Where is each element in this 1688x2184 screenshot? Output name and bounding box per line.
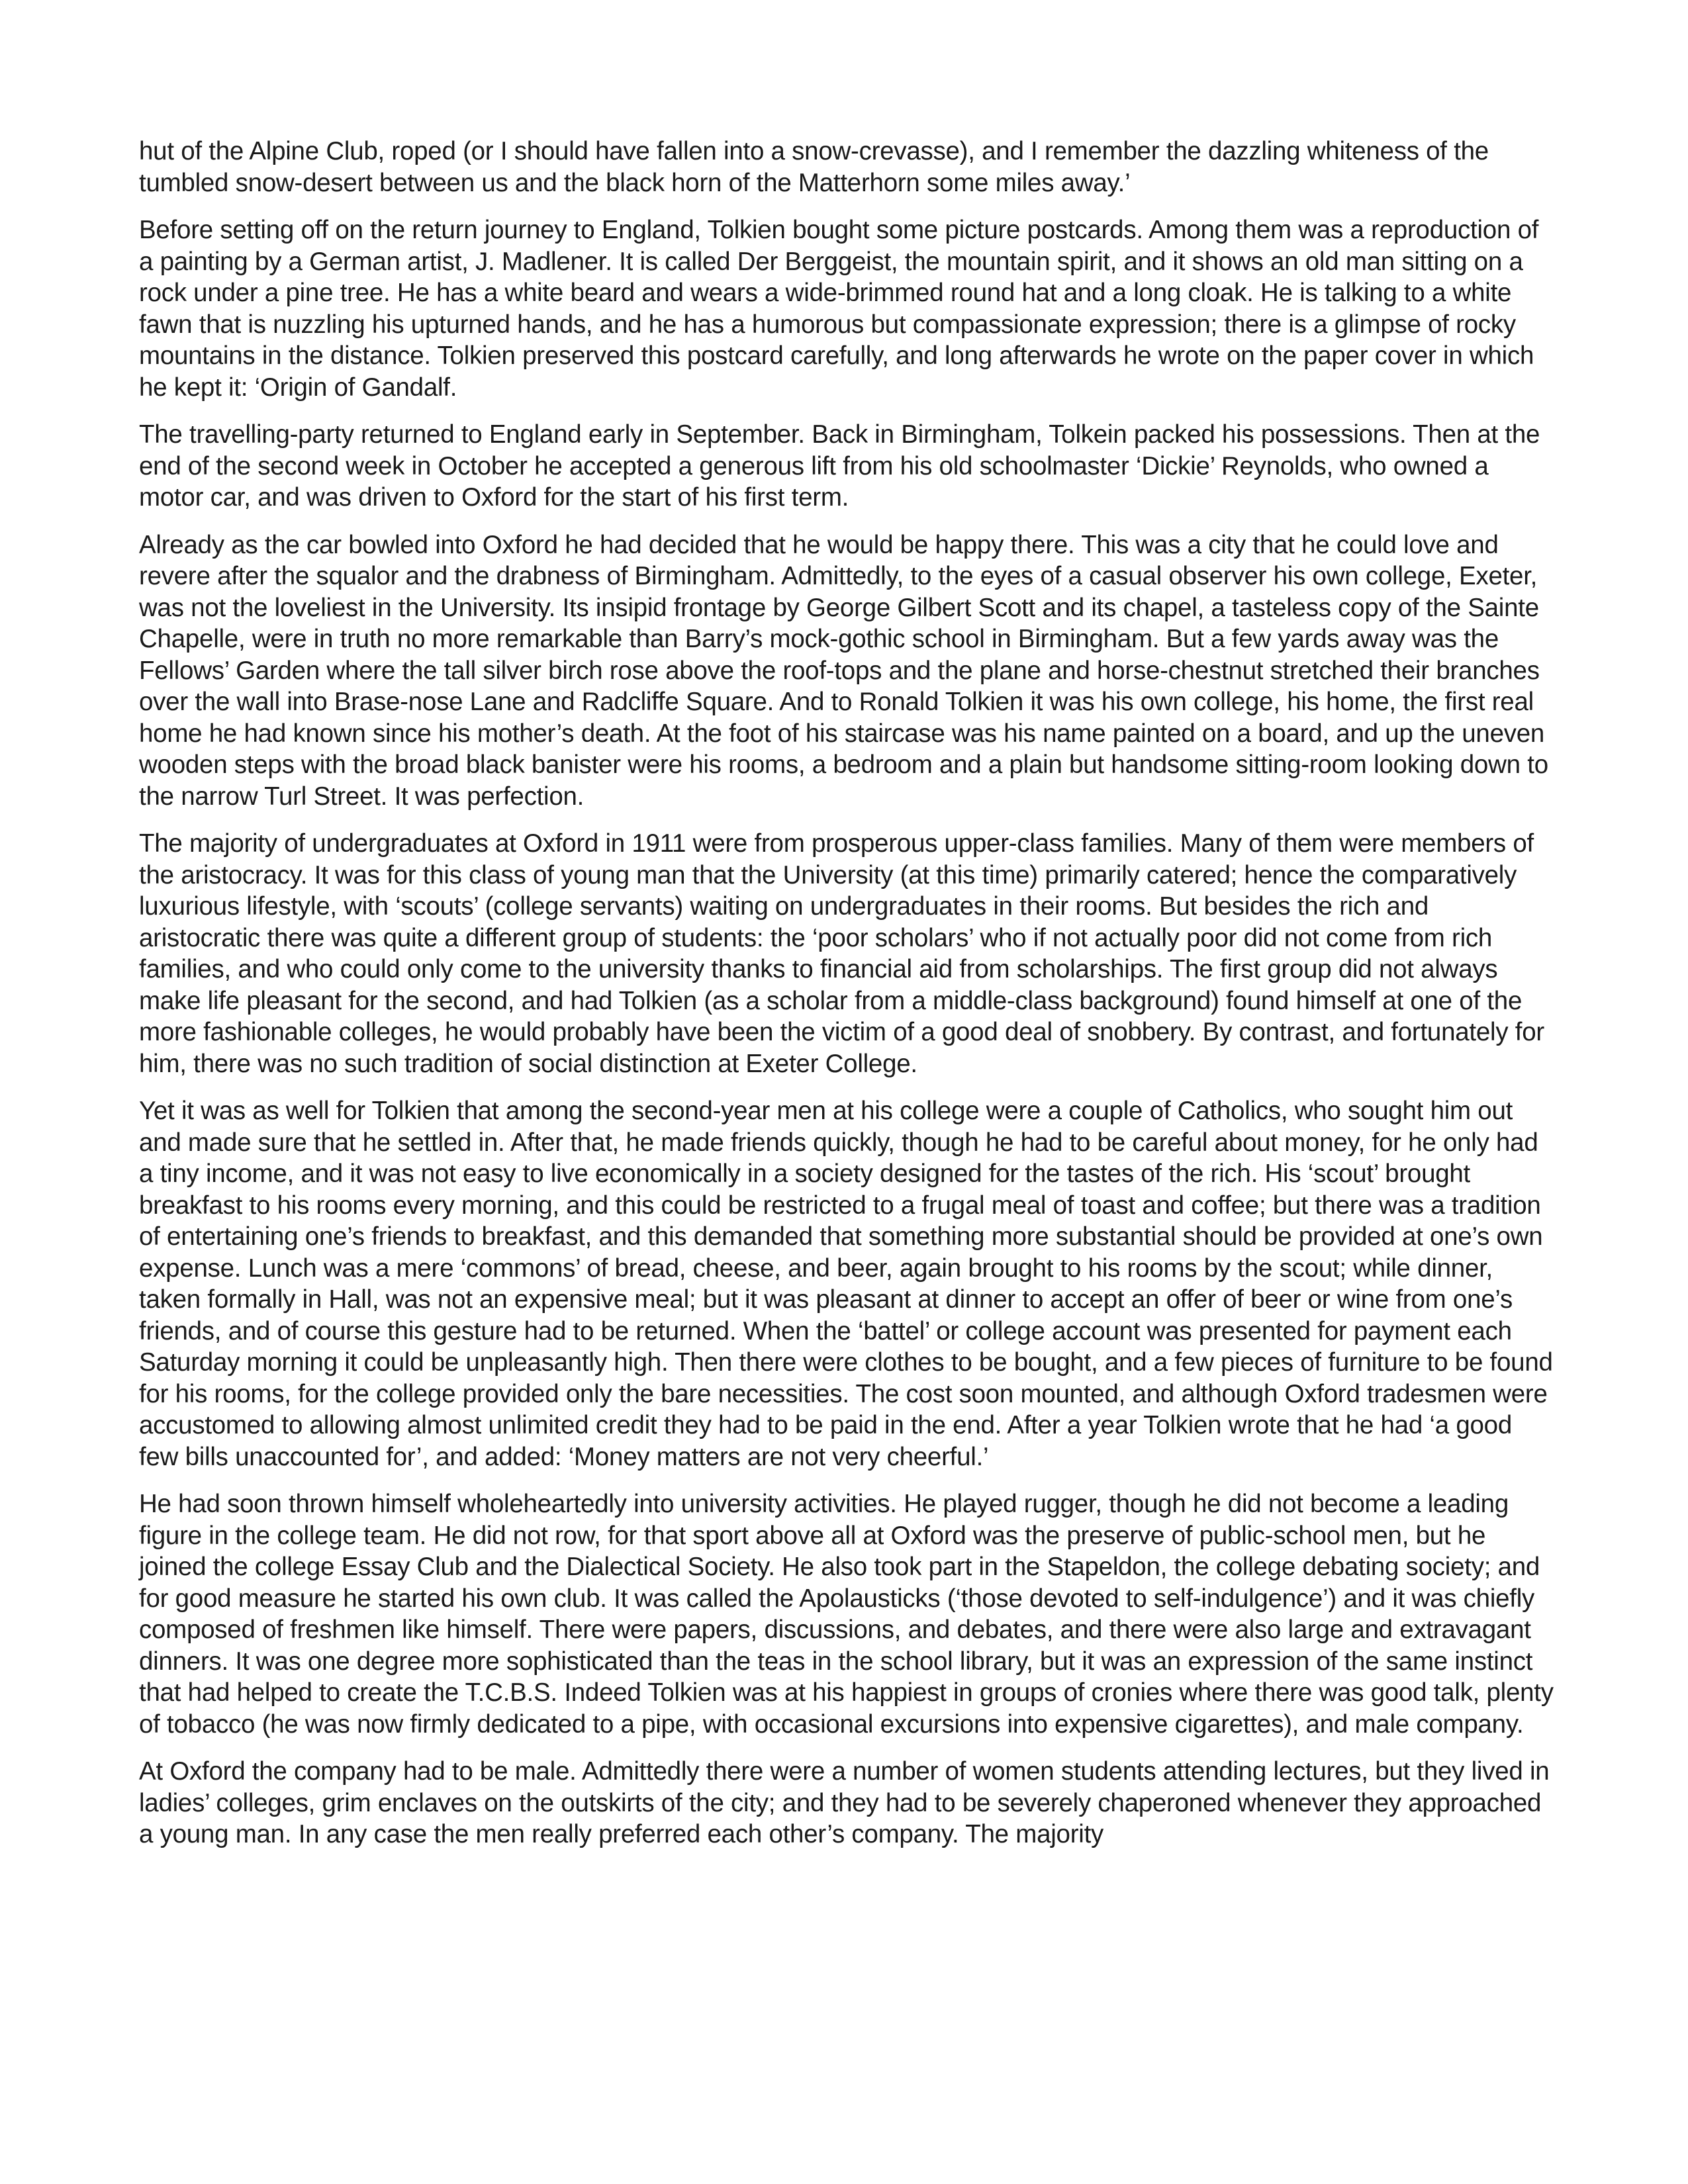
- paragraph-2: Before setting off on the return journey to England, Tolkien bought some picture postcards. Among them was a reproduction of a painting by a German artist, J. Madlener. It is called Der Berggeist, the mountain spirit, and it shows an old man sitting on a rock under a pine tree. He has a white beard and wears a wide-brimmed round hat and a long cloak. He is talking to a white fawn that is nuzzling his upturned hands, and he has a humorous but compassionate expression; there is a glimpse of rocky mountains in the distance. Tolkien preserved this postcard carefully, and long afterwards he wrote on the paper cover in which he kept it: ‘Origin of Gandalf.: [139, 216, 1539, 402]
- document-page: [139, 136, 1556, 1866]
- paragraph-5: The majority of undergraduates at Oxford in 1911 were from prosperous upper-class families. Many of them were members of the aristocracy. It was for this class of young man that the University (at this time) primarily catered; hence the comparatively luxurious lifestyle, with ‘scouts’ (college servants) waiting on undergraduates in their rooms. But besides the rich and aristocratic there was quite a different group of students: the ‘poor scholars’ who if not actually poor did not come from rich families, and who could only come to the university thanks to financial aid from scholarships. The first group did not always make life pleasant for the second, and had Tolkien (as a scholar from a middle-class background) found himself at one of the more fashionable colleges, he would probably have been the victim of a good deal of snobbery. By contrast, and fortunately for him, there was no such tradition of social distinction at Exeter College.: [139, 829, 1544, 1078]
- paragraph-1: hut of the Alpine Club, roped (or I should have fallen into a snow-crevasse), and I remember the dazzling whiteness of the tumbled snow-desert between us and the black horn of the Matterhorn some miles away.’: [139, 137, 1489, 197]
- paragraph-6: Yet it was as well for Tolkien that among the second-year men at his college were a couple of Catholics, who sought him out and made sure that he settled in. After that, he made friends quickly, though he had to be careful about money, for he only had a tiny income, and it was not easy to live economically in a society designed for the tastes of the rich. His ‘scout’ brought breakfast to his rooms every morning, and this could be restricted to a frugal meal of toast and coffee; but there was a tradition of entertaining one’s friends to breakfast, and this demanded that something more substantial should be provided at one’s own expense. Lunch was a mere ‘commons’ of bread, cheese, and beer, again brought to his rooms by the scout; while dinner, taken formally in Hall, was not an expensive meal; but it was pleasant at dinner to accept an offer of beer or wine from one’s friends, and of course this gesture had to be returned. When the ‘battel’ or college account was presented for payment each Saturday morning it could be unpleasantly high. Then there were clothes to be bought, and a few pieces of furniture to be found for his rooms, for the college provided only the bare necessities. The cost soon mounted, and although Oxford tradesmen were accustomed to allowing almost unlimited credit they had to be paid in the end. After a year Tolkien wrote that he had ‘a good few bills unaccounted for’, and added: ‘Money matters are not very cheerful.’: [139, 1097, 1553, 1471]
- paragraph-8: At Oxford the company had to be male. Admittedly there were a number of women students attending lectures, but they lived in ladies’ colleges, grim enclaves on the outskirts of the city; and they had to be severely chaperoned whenever they approached a young man. In any case the men really preferred each other’s company. The majority: [139, 1757, 1550, 1848]
- paragraph-7: He had soon thrown himself wholeheartedly into university activities. He played rugger, though he did not become a leading figure in the college team. He did not row, for that sport above all at Oxford was the preserve of public-school men, but he joined the college Essay Club and the Dialectical Society. He also took part in the Stapeldon, the college debating society; and for good measure he started his own club. It was called the Apolausticks (‘those devoted to self-indulgence’) and it was chiefly composed of freshmen like himself. There were papers, discussions, and debates, and there were also large and extravagant dinners. It was one degree more sophisticated than the teas in the school library, but it was an expression of the same instinct that had helped to create the T.C.B.S. Indeed Tolkien was at his happiest in groups of cronies where there was good talk, plenty of tobacco (he was now firmly dedicated to a pipe, with occasional excursions into expensive cigarettes), and male company.: [139, 1490, 1554, 1739]
- paragraph-4: Already as the car bowled into Oxford he had decided that he would be happy there. This was a city that he could love and revere after the squalor and the drabness of Birmingham. Admittedly, to the eyes of a casual observer his own college, Exeter, was not the loveliest in the University. Its insipid frontage by George Gilbert Scott and its chapel, a tasteless copy of the Sainte Chapelle, were in truth no more remarkable than Barry’s mock-gothic school in Birmingham. But a few yards away was the Fellows’ Garden where the tall silver birch rose above the roof-tops and the plane and horse-chestnut stretched their branches over the wall into Brase-nose Lane and Radcliffe Square. And to Ronald Tolkien it was his own college, his home, the first real home he had known since his mother’s death. At the foot of his staircase was his name painted on a board, and up the uneven wooden steps with the broad black banister were his rooms, a bedroom and a plain but handsome sitting-room looking down to the narrow Turl Street. It was perfection.: [139, 530, 1548, 811]
- paragraph-3: The travelling-party returned to England early in September. Back in Birmingham, Tolkein packed his possessions. Then at the end of the second week in October he accepted a generous lift from his old schoolmaster ‘Dickie’ Reynolds, who owned a motor car, and was driven to Oxford for the start of his first term.: [139, 420, 1540, 512]
